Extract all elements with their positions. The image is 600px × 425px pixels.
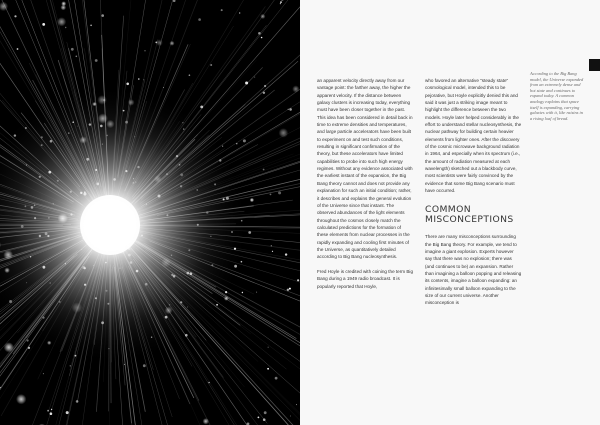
star-particle [17,48,19,50]
star-particle [289,108,292,111]
star-particle [47,410,49,412]
star-particle [221,9,223,11]
star-particle [76,56,78,58]
star-particle [28,347,30,349]
star-particle [27,339,29,341]
star-particle [288,109,289,110]
star-particle [258,417,260,419]
star-particle [280,3,281,4]
star-particle [275,377,278,380]
star-particle [144,50,145,51]
text-column-1 [317,77,413,297]
star-particle [208,382,210,384]
paragraph: who favored an alternative "steady state" cosmological model, intended this to be pejorative, but Hoyle explicitly denied this and said it was just a striking image meant to highlight the difference between the two models. Hoyle later helped considerably in the effort to understand stellar nucleosynthesis, the nuclear pathway for building certain heavier elements from lighter ones. After the discovery of the cosmic microwave background radiation in 1964, and especially when its spectrum (i.e., the amount of radiation measured at each wavelength) sketched out a blackbody curve, most scientists were fairly convinced by the evidence that some Big Bang scenario must have occurred. [425,78,522,194]
star-particle [250,198,254,202]
text-column-2 [425,77,522,314]
star-particle [261,37,263,39]
star-particle [290,416,291,417]
right-page-text [300,0,600,425]
star-particle [138,78,140,80]
star-particle [65,27,66,28]
star-particle [258,32,261,35]
star-particle [256,292,257,293]
star-particle [198,18,201,21]
star-particle [156,39,163,46]
star-particle [4,342,14,352]
heading-line: MISCONCEPTIONS [425,213,514,225]
section-heading [425,205,522,226]
star-particle [14,15,16,17]
star-particle [71,48,74,51]
star-particle [243,139,246,142]
star-particle [285,253,287,255]
star-particle [242,292,243,293]
paragraph: an apparent velocity directly away from our vantage point: the farther away, the higher the apparent velocity. If the distance between galaxy clusters is increasing today, everything must have been closer together in the past. This idea has been considered in detail back in time to extreme densities and temperatures, and large particle accelerators have been built to experiment on and test such conditions, resulting in significant confirmation of the theory, but these accelerators have limited capabilities to probe into such high energy regimes. Without any evidence associated with the earliest instant of the expansion, the Big Bang theory cannot and does not provide any explanation for such an initial condition; rather, it describes and explains the general evolution of the Universe since that instant. The observed abundances of the light elements throughout the cosmos closely match the calculated predictions for the formation of these elements from nuclear processes in the rapidly expanding and cooling first minutes of the Universe, as quantitatively detailed according to Big Bang nucleosynthesis. [317,78,413,260]
star-particle [287,289,289,291]
star-particle [51,409,52,410]
star-particle [203,418,209,424]
star-particle [16,394,26,404]
star-particle [170,41,175,46]
star-particle [268,347,269,348]
star-particle [143,364,146,367]
star-particle [245,82,248,85]
star-particle [278,191,281,194]
star-particle [263,418,266,421]
star-particle [50,412,53,415]
star-particle [163,87,164,88]
star-particle [42,23,45,26]
star-particle [280,1,282,3]
star-particle [143,79,144,80]
star-particle [292,85,299,92]
paragraph: Fred Hoyle is credited with coining the term Big Bang during a 1949 radio broadcast. It is popularly reported that Hoyle, [317,268,413,289]
star-particle [297,279,299,281]
star-particle [236,143,237,144]
paragraph: There are many misconceptions surrounding the Big Bang theory. For example, we tend to imagine a giant explosion. Experts however say that there was no explosion; there was (and continues to be) an expansion. Rather than imagining a balloon popping and releasing its contents, imagine a balloon expanding: an infinitesimally small balloon expanding to the size of our current universe. Another misconception is [425,234,522,306]
star-particle [61,1,66,6]
star-particle [90,25,92,27]
star-particle [271,245,272,246]
star-particle [189,74,191,76]
star-particle [210,64,212,66]
star-particle [270,194,272,196]
star-particle [279,128,289,138]
star-particle [289,288,291,290]
star-particle [70,365,71,366]
star-particle [57,17,66,26]
star-particle [272,251,273,252]
star-particle [126,83,129,86]
star-particle [43,373,44,374]
star-particle [200,106,203,109]
star-particle [263,92,265,94]
page-edge-tab [589,59,600,71]
star-particle [263,169,265,171]
star-particle [95,59,98,62]
star-particle [264,411,267,414]
sidenote-caption: According to the Big Bang model, the Universe expanded from an extremely dense and hot state and continues to expand today. A common analogy explains that space itself is expanding, carrying galaxies with it, like raisins in a rising loaf of bread. [530,71,584,121]
star-particle [264,85,266,87]
star-particle [76,400,79,403]
star-particle [267,368,269,370]
star-particle [254,77,255,78]
star-particle [260,14,265,19]
star-particle [66,411,69,414]
star-particle [296,404,297,405]
star-particle [101,14,104,17]
star-particle [239,12,240,13]
heading-line: COMMON [425,203,472,215]
